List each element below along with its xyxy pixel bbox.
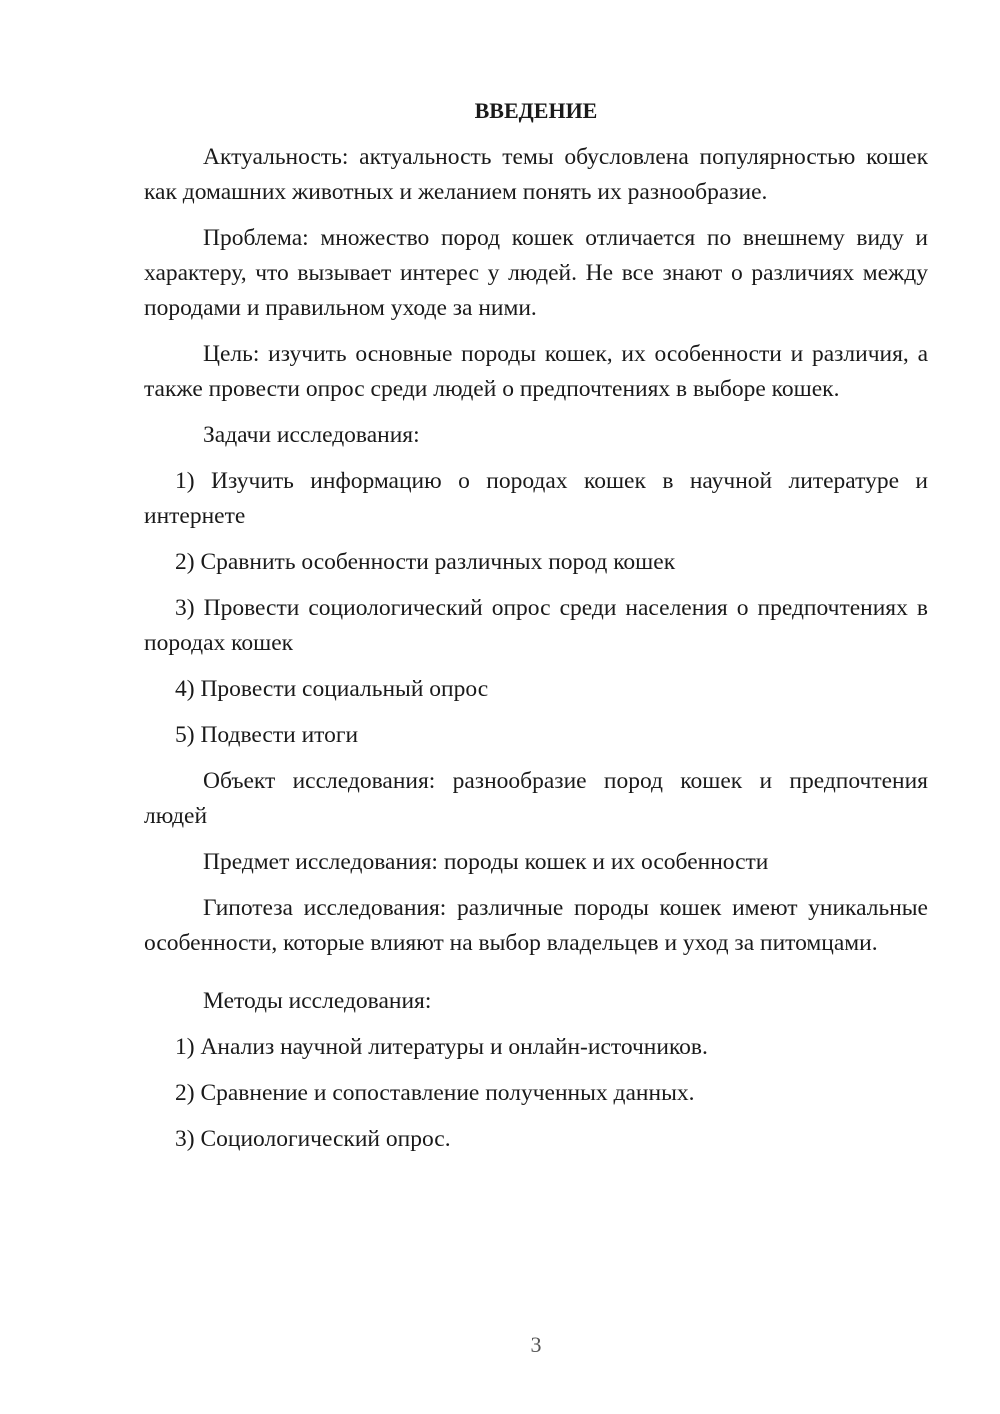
- method-item-2: 2) Сравнение и сопоставление полученных данных.: [175, 1080, 695, 1106]
- relevance-paragraph: Актуальность: актуальность темы обусловлена популярностью кошек как домашних животных и желанием понять их разнообразие.: [144, 144, 928, 205]
- tasks-heading: Задачи исследования:: [203, 422, 420, 448]
- task-item-2: 2) Сравнить особенности различных пород кошек: [175, 549, 676, 575]
- problem-paragraph: Проблема: множество пород кошек отличается по внешнему виду и характеру, что вызывает интерес у людей. Не все знают о различиях между породами и правильном уходе за ними.: [144, 225, 928, 321]
- page-number: 3: [530, 1332, 542, 1357]
- spacer: [144, 972, 928, 984]
- section-title: ВВЕДЕНИЕ: [474, 98, 598, 123]
- subject-paragraph: Предмет исследования: породы кошек и их особенности: [203, 849, 769, 875]
- page-content: [144, 94, 928, 1168]
- methods-heading: Методы исследования:: [203, 988, 432, 1014]
- goal-paragraph: Цель: изучить основные породы кошек, их особенности и различия, а также провести опрос среди людей о предпочтениях в выборе кошек.: [144, 341, 928, 402]
- task-item-5: 5) Подвести итоги: [175, 722, 359, 748]
- task-item-3: 3) Провести социологический опрос среди населения о предпочтениях в породах кошек: [144, 595, 928, 656]
- method-item-1: 1) Анализ научной литературы и онлайн-источников.: [175, 1034, 708, 1060]
- method-item-3: 3) Социологический опрос.: [175, 1126, 451, 1152]
- task-item-1: 1) Изучить информацию о породах кошек в научной литературе и интернете: [144, 468, 928, 529]
- hypothesis-paragraph: Гипотеза исследования: различные породы кошек имеют уникальные особенности, которые влияют на выбор владельцев и уход за питомцами.: [144, 895, 928, 956]
- task-item-4: 4) Провести социальный опрос: [175, 676, 489, 702]
- object-paragraph: Объект исследования: разнообразие пород кошек и предпочтения людей: [144, 768, 928, 829]
